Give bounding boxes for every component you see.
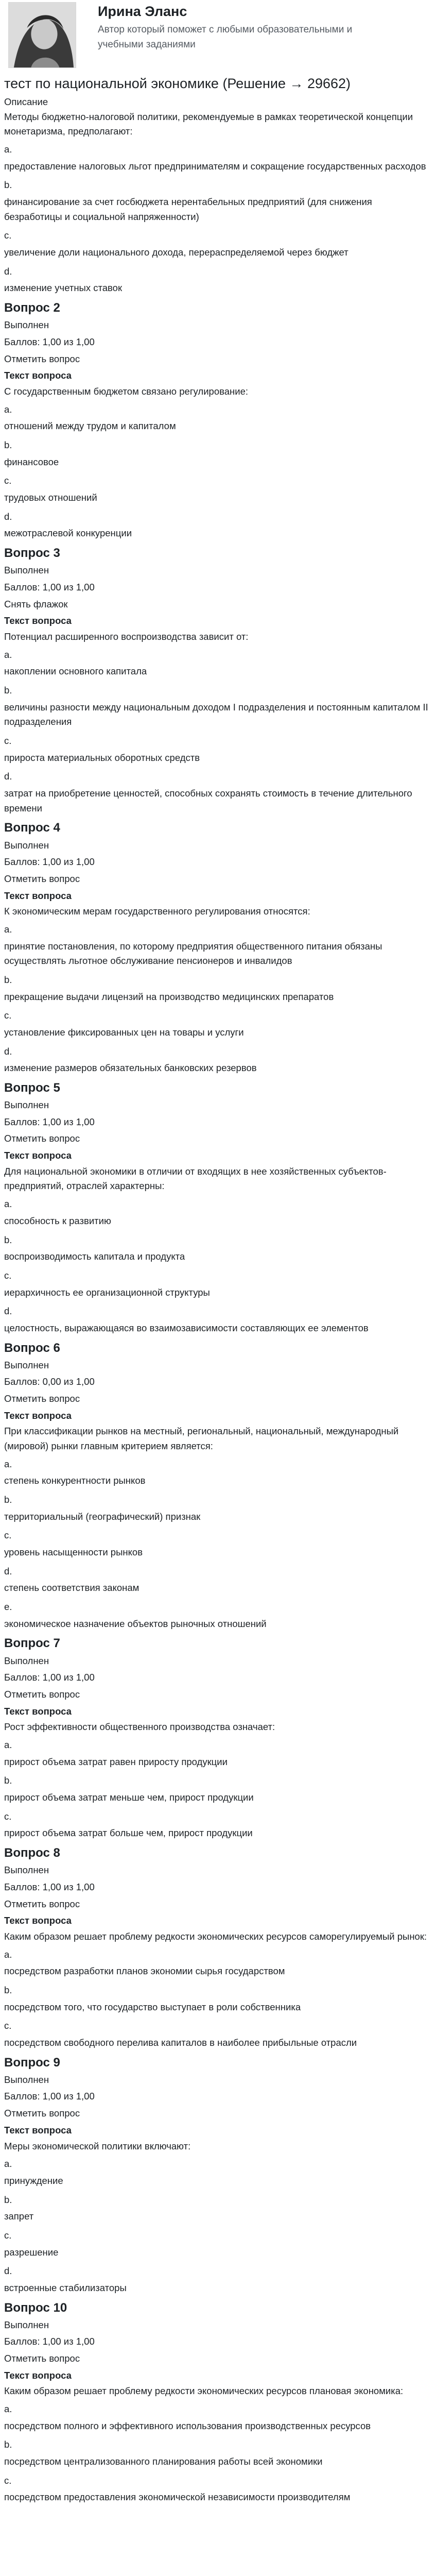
answer-option[interactable] [4, 2157, 432, 2188]
answer-text: встроенные стабилизаторы [4, 2282, 127, 2293]
answer-option[interactable] [4, 1773, 432, 1805]
answer-letter: c. [4, 735, 12, 746]
answer-option[interactable] [4, 228, 432, 260]
question-status: Выполнен [4, 2074, 49, 2085]
answer-text: посредством того, что государство выступает в роли собственника [4, 2001, 301, 2012]
answer-option[interactable] [4, 264, 432, 296]
answer-letter: c. [4, 1530, 12, 1541]
question-status: Выполнен [4, 1099, 49, 1111]
question-block [4, 545, 432, 816]
question-status: Выполнен [4, 1359, 49, 1370]
question-text-label: Текст вопроса [4, 890, 72, 901]
answer-text: финансовое [4, 456, 59, 467]
flag-question-link[interactable]: Отметить вопрос [4, 1689, 80, 1700]
flag-question-link[interactable]: Снять флажок [4, 598, 68, 609]
answer-letter: c. [4, 1810, 12, 1822]
answer-text: прирост объема затрат больше чем, прирост продукции [4, 1827, 253, 1839]
answer-option[interactable] [4, 1304, 432, 1335]
question-title: Вопрос 8 [4, 1846, 60, 1860]
answer-letter: b. [4, 684, 12, 696]
answer-text: изменение учетных ставок [4, 282, 123, 294]
answer-letter: d. [4, 1306, 12, 1317]
answer-letter: c. [4, 475, 12, 486]
answer-option[interactable] [4, 2264, 432, 2295]
answer-text: степень соответствия законам [4, 1582, 139, 1594]
answer-option[interactable] [4, 473, 432, 505]
question-block [4, 1340, 432, 1632]
answer-letter: a. [4, 1458, 12, 1469]
question-text: Рост эффективности общественного производства означает: [4, 1721, 275, 1733]
answer-letter: d. [4, 265, 12, 277]
question-text: К экономическим мерам государственного регулирования относятся: [4, 906, 310, 917]
answer-option[interactable] [4, 734, 432, 765]
answer-option[interactable] [4, 1233, 432, 1264]
author-info [98, 2, 365, 52]
answer-text: установление фиксированных цен на товары и услуги [4, 1026, 244, 1038]
question-title: Вопрос 7 [4, 1636, 60, 1651]
question-title: Вопрос 6 [4, 1341, 60, 1355]
question-title: Вопрос 5 [4, 1080, 60, 1095]
answer-letter: b. [4, 1775, 12, 1786]
answer-text: прироста материальных оборотных средств [4, 752, 200, 763]
author-name[interactable]: Ирина Эланс [98, 4, 187, 19]
question-score: Баллов: 1,00 из 1,00 [4, 581, 95, 592]
answer-option[interactable] [4, 1493, 432, 1524]
question-score: Баллов: 1,00 из 1,00 [4, 1116, 95, 1127]
answer-option[interactable] [4, 683, 432, 730]
answer-text: целостность, выражающаяся во взаимозависимости составляющих ее элементов [4, 1322, 369, 1333]
answer-option[interactable] [4, 1268, 432, 1300]
answer-letter: b. [4, 1234, 12, 1245]
question-text-label: Текст вопроса [4, 2124, 72, 2136]
answer-text: изменение размеров обязательных банковских резервов [4, 1062, 257, 1074]
answer-text: предоставление налоговых льгот предпринимателям и сокращение государственных расходов [4, 160, 426, 172]
question-title: Вопрос 10 [4, 2300, 67, 2315]
answer-letter: d. [4, 1045, 12, 1057]
answer-text: принятие постановления, по которому предприятия общественного питания обязаны осуществлять льготное обслуживание пенсионеров и инвалидов [4, 940, 382, 967]
question-status: Выполнен [4, 2319, 49, 2330]
answer-text: посредством разработки планов экономии сырья государством [4, 1965, 285, 1977]
question-text-label: Текст вопроса [4, 1915, 72, 1926]
answer-letter: a. [4, 2403, 12, 2415]
question-text-label: Текст вопроса [4, 615, 72, 626]
question-status: Выполнен [4, 565, 49, 576]
answer-text: величины разности между национальным доходом I подразделения и постоянным капиталом II подразделения [4, 701, 428, 727]
description-label: Описание [4, 96, 48, 108]
answer-text: посредством полного и эффективного использования производственных ресурсов [4, 2420, 371, 2431]
question-block [4, 1845, 432, 2050]
answer-text: прекращение выдачи лицензий на производство медицинских препаратов [4, 991, 334, 1002]
answer-option[interactable] [4, 1564, 432, 1596]
answer-option[interactable] [4, 922, 432, 969]
flag-question-link[interactable]: Отметить вопрос [4, 353, 80, 364]
answer-option[interactable] [4, 1947, 432, 1979]
question-text: С государственным бюджетом связано регулирование: [4, 386, 248, 397]
answer-option[interactable] [4, 648, 432, 679]
page-title: тест по национальной экономике (Решение → 29662) [4, 76, 351, 91]
answer-letter: a. [4, 923, 12, 935]
flag-question-link[interactable]: Отметить вопрос [4, 1393, 80, 1404]
answer-text: отношений между трудом и капиталом [4, 420, 176, 432]
answer-letter: a. [4, 1198, 12, 1210]
answer-option[interactable] [4, 1044, 432, 1076]
question-status: Выполнен [4, 1865, 49, 1876]
answer-text: территориальный (географический) признак [4, 1511, 201, 1522]
flag-question-link[interactable]: Отметить вопрос [4, 1898, 80, 1909]
answer-letter: b. [4, 974, 12, 985]
question-1-text: Методы бюджетно-налоговой политики, рекомендуемые в рамках теоретической концепции монетаризма, предполагают: [4, 111, 413, 137]
answer-option[interactable] [4, 769, 432, 816]
answer-option[interactable] [4, 402, 432, 434]
avatar-portrait-icon [9, 3, 76, 67]
answer-option[interactable] [4, 1600, 432, 1631]
answer-option[interactable] [4, 2228, 432, 2260]
answer-option[interactable] [4, 1983, 432, 2014]
answer-letter: b. [4, 1984, 12, 1995]
answer-letter: d. [4, 1565, 12, 1577]
answer-letter: b. [4, 179, 12, 191]
question-text-label: Текст вопроса [4, 2369, 72, 2381]
answer-letter: a. [4, 403, 12, 415]
answer-option[interactable] [4, 1528, 432, 1560]
question-block [4, 2055, 432, 2296]
question-score: Баллов: 1,00 из 1,00 [4, 856, 95, 868]
answer-letter: d. [4, 2265, 12, 2277]
question-status: Выполнен [4, 839, 49, 851]
answer-option[interactable] [4, 178, 432, 224]
question-status: Выполнен [4, 1655, 49, 1666]
question-block [4, 1635, 432, 1841]
question-text-label: Текст вопроса [4, 1150, 72, 1161]
answer-option[interactable] [4, 1197, 432, 1228]
answer-text: запрет [4, 2211, 34, 2222]
question-text: Для национальной экономики в отличии от входящих в нее хозяйственных субъектов-предприятий, отраслей характерны: [4, 1165, 387, 1192]
question-score: Баллов: 0,00 из 1,00 [4, 1376, 95, 1387]
answer-text: увеличение доли национального дохода, перераспределяемой через бюджет [4, 247, 348, 258]
question-block [4, 2300, 432, 2505]
answer-option[interactable] [4, 973, 432, 1004]
answer-option[interactable] [4, 510, 432, 541]
answer-text: финансирование за счет госбюджета нерентабельных предприятий (для снижения безработицы и социальной напряженности) [4, 196, 372, 222]
question-block [4, 300, 432, 541]
answer-letter: e. [4, 1601, 12, 1613]
question-score: Баллов: 1,00 из 1,00 [4, 2336, 95, 2347]
answer-letter: a. [4, 649, 12, 660]
answer-letter: c. [4, 2475, 12, 2486]
question-text: Каким образом решает проблему редкости экономических ресурсов саморегулируемый рынок: [4, 1930, 427, 1942]
answer-text: межотраслевой конкуренции [4, 528, 132, 539]
question-list [4, 300, 432, 2505]
answer-option[interactable] [4, 1738, 432, 1769]
answer-option[interactable] [4, 1809, 432, 1841]
answer-text: прирост объема затрат меньше чем, прирост продукции [4, 1792, 254, 1803]
question-text-label: Текст вопроса [4, 370, 72, 381]
author-avatar[interactable] [8, 2, 76, 68]
answer-letter: b. [4, 1494, 12, 1505]
question-score: Баллов: 1,00 из 1,00 [4, 1672, 95, 1683]
answer-option[interactable] [4, 1008, 432, 1040]
question-text: При классификации рынков на местный, региональный, национальный, международный (мировой) рынки главным критерием является: [4, 1426, 399, 1452]
answer-letter: c. [4, 1010, 12, 1021]
question-text: Потенциал расширенного воспроизводства зависит от: [4, 631, 249, 642]
answer-letter: c. [4, 2229, 12, 2241]
answer-letter: b. [4, 2194, 12, 2205]
answer-text: принуждение [4, 2175, 63, 2186]
answer-letter: c. [4, 1269, 12, 1281]
question-block [4, 1080, 432, 1336]
answer-text: затрат на приобретение ценностей, способных сохранять стоимость в течение длительного времени [4, 788, 412, 814]
flag-question-link[interactable]: Отметить вопрос [4, 2353, 80, 2364]
answer-text: посредством свободного перелива капиталов в наиболее прибыльные отрасли [4, 2037, 357, 2048]
answer-text: прирост объема затрат равен приросту продукции [4, 1756, 228, 1767]
answer-text: трудовых отношений [4, 492, 97, 503]
answer-text: иерархичность ее организационной структуры [4, 1286, 210, 1298]
answer-letter: d. [4, 511, 12, 522]
question-title: Вопрос 4 [4, 821, 60, 835]
question-title: Вопрос 9 [4, 2055, 60, 2070]
answer-option[interactable] [4, 2437, 432, 2469]
question-title: Вопрос 2 [4, 301, 60, 315]
answer-letter: b. [4, 439, 12, 451]
answer-letter: d. [4, 771, 12, 782]
author-card [4, 0, 432, 70]
answer-text: посредством предоставления экономической независимости производителям [4, 2492, 351, 2503]
flag-question-link[interactable]: Отметить вопрос [4, 1133, 80, 1144]
answer-option[interactable] [4, 142, 432, 174]
answer-text: воспроизводимость капитала и продукта [4, 1251, 185, 1262]
answer-option[interactable] [4, 1457, 432, 1488]
flag-question-link[interactable]: Отметить вопрос [4, 873, 80, 884]
question-score: Баллов: 1,00 из 1,00 [4, 1881, 95, 1892]
answer-text: способность к развитию [4, 1215, 111, 1226]
question-score: Баллов: 1,00 из 1,00 [4, 336, 95, 348]
answer-text: разрешение [4, 2246, 59, 2258]
answer-text: посредством централизованного планирования работы всей экономики [4, 2456, 323, 2467]
question-score: Баллов: 1,00 из 1,00 [4, 2091, 95, 2102]
question-1-answers [4, 142, 432, 296]
answer-option[interactable] [4, 2402, 432, 2433]
author-description: Автор который поможет с любыми образовательными и учебными заданиями [98, 24, 353, 50]
answer-text: экономическое назначение объектов рыночных отношений [4, 1618, 267, 1629]
question-text-label: Текст вопроса [4, 1705, 72, 1717]
answer-option[interactable] [4, 2193, 432, 2224]
answer-text: уровень насыщенности рынков [4, 1547, 143, 1558]
answer-letter: a. [4, 144, 12, 155]
answer-option[interactable] [4, 2473, 432, 2505]
answer-option[interactable] [4, 438, 432, 469]
question-text: Каким образом решает проблему редкости экономических ресурсов плановая экономика: [4, 2385, 404, 2397]
answer-letter: c. [4, 230, 12, 241]
flag-question-link[interactable]: Отметить вопрос [4, 2108, 80, 2119]
answer-text: степень конкурентности рынков [4, 1475, 146, 1486]
answer-text: накоплении основного капитала [4, 666, 147, 677]
answer-letter: a. [4, 2158, 12, 2170]
question-title: Вопрос 3 [4, 546, 60, 561]
question-block [4, 820, 432, 1076]
answer-letter: b. [4, 2439, 12, 2450]
question-status: Выполнен [4, 319, 49, 331]
answer-letter: a. [4, 1739, 12, 1751]
question-text-label: Текст вопроса [4, 1410, 72, 1421]
answer-letter: c. [4, 2020, 12, 2031]
answer-option[interactable] [4, 2019, 432, 2050]
question-text: Меры экономической политики включают: [4, 2140, 191, 2151]
answer-letter: a. [4, 1948, 12, 1960]
